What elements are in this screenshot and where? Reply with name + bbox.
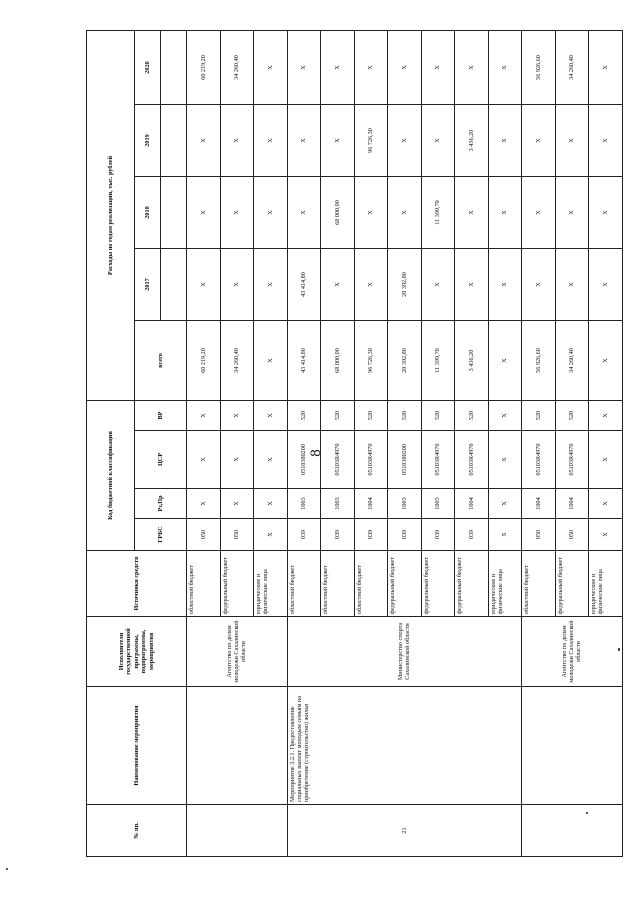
scan-dot-mark — [6, 868, 8, 870]
cell-csr: 05103R4970 — [522, 431, 556, 489]
source-cell: юридические и физические лица — [589, 551, 623, 617]
cell-y2018: 11 399,70 — [421, 177, 455, 249]
cell-y2020: Х — [455, 31, 489, 105]
cell-y2018: 68 000,00 — [321, 177, 355, 249]
executor-cell: Агентство по делам молодежи Сахалинской области — [187, 617, 288, 687]
header-vr: ВР — [135, 401, 187, 431]
cell-y2017: 20 392,80 — [388, 249, 422, 321]
cell-vr: 520 — [522, 401, 556, 431]
cell-total: 96 726,30 — [354, 321, 388, 401]
cell-rzpr: 1003 — [421, 489, 455, 519]
cell-vr: Х — [488, 401, 522, 431]
cell-rzpr: Х — [187, 489, 221, 519]
source-cell: областной бюджет — [187, 551, 221, 617]
cell-grbs: 039 — [421, 519, 455, 551]
rotated-table-wrapper — [86, 31, 609, 857]
cell-y2017: Х — [488, 249, 522, 321]
cell-rzpr: 1004 — [455, 489, 489, 519]
cell-csr: 0510380200 — [287, 431, 321, 489]
cell-rzpr: 1004 — [354, 489, 388, 519]
cell-y2017: Х — [589, 249, 623, 321]
cell-csr: 05103R4970 — [321, 431, 355, 489]
table-row — [287, 31, 321, 857]
cell-y2019: Х — [589, 105, 623, 177]
source-cell: федеральный бюджет — [455, 551, 489, 617]
cell-csr: 05103R4970 — [421, 431, 455, 489]
cell-y2017: Х — [254, 249, 288, 321]
cell-total: 60 219,20 — [187, 321, 221, 401]
cell-y2017: Х — [187, 249, 221, 321]
cell-rzpr: Х — [220, 489, 254, 519]
empty-event-cell — [522, 687, 623, 805]
cell-rzpr: 1003 — [321, 489, 355, 519]
source-cell: юридические и физические лица — [254, 551, 288, 617]
cell-y2020: 60 219,20 — [187, 31, 221, 105]
executor-cell: Агентство по делам молодежи Сахалинской области — [522, 617, 623, 687]
source-cell: юридические и физические лица — [488, 551, 522, 617]
cell-vr: 520 — [388, 401, 422, 431]
cell-grbs: 039 — [455, 519, 489, 551]
cell-csr: Х — [589, 431, 623, 489]
cell-vr: 520 — [321, 401, 355, 431]
cell-y2018: Х — [488, 177, 522, 249]
cell-vr: 520 — [555, 401, 589, 431]
cell-vr: 520 — [455, 401, 489, 431]
page-number: 8 — [308, 449, 324, 457]
header-expenses: Расходы по годам реализации, тыс. рублей — [87, 31, 135, 401]
source-cell: федеральный бюджет — [421, 551, 455, 617]
source-cell: областной бюджет — [287, 551, 321, 617]
cell-y2017: Х — [220, 249, 254, 321]
cell-y2019: Х — [388, 105, 422, 177]
cell-total: 68 000,00 — [321, 321, 355, 401]
header-year-cell — [161, 177, 187, 249]
cell-y2018: Х — [187, 177, 221, 249]
cell-y2017: Х — [555, 249, 589, 321]
cell-y2017: Х — [421, 249, 455, 321]
event-name-cell: Мероприятие 3.2.1. Предоставление социальных выплат молодым семьям на приобретение (строительство) жилья — [287, 687, 522, 805]
cell-rzpr: Х — [488, 489, 522, 519]
cell-y2020: Х — [287, 31, 321, 105]
empty-num-cell — [187, 805, 288, 857]
source-cell: областной бюджет — [522, 551, 556, 617]
cell-y2019: Х — [220, 105, 254, 177]
cell-rzpr: 1004 — [522, 489, 556, 519]
cell-total: Х — [589, 321, 623, 401]
cell-total: 43 414,80 — [287, 321, 321, 401]
source-cell: областной бюджет — [354, 551, 388, 617]
cell-y2020: Х — [254, 31, 288, 105]
cell-y2018: Х — [254, 177, 288, 249]
cell-grbs: Х — [254, 519, 288, 551]
cell-y2020: Х — [388, 31, 422, 105]
header-source: Источники средств — [87, 551, 187, 617]
cell-y2019: 3 436,20 — [455, 105, 489, 177]
cell-y2018: Х — [522, 177, 556, 249]
cell-y2020: Х — [421, 31, 455, 105]
cell-csr: 05103R4970 — [455, 431, 489, 489]
cell-vr: 520 — [421, 401, 455, 431]
cell-y2019: Х — [555, 105, 589, 177]
header-event: Наименование мероприятия — [87, 687, 187, 805]
cell-csr: 05103R4970 — [354, 431, 388, 489]
cell-rzpr: 1003 — [388, 489, 422, 519]
cell-total: Х — [254, 321, 288, 401]
cell-total: 34 260,40 — [555, 321, 589, 401]
cell-y2018: Х — [555, 177, 589, 249]
header-row-top — [87, 31, 135, 857]
cell-y2020: Х — [589, 31, 623, 105]
header-year-2018: 2018 — [135, 177, 161, 249]
cell-y2019: Х — [421, 105, 455, 177]
header-rzpr: Рз,Пр — [135, 489, 187, 519]
cell-y2018: Х — [589, 177, 623, 249]
cell-y2019: Х — [287, 105, 321, 177]
cell-grbs: 039 — [321, 519, 355, 551]
cell-rzpr: 1003 — [287, 489, 321, 519]
cell-y2019: 96 726,30 — [354, 105, 388, 177]
cell-y2020: Х — [354, 31, 388, 105]
header-year-2019: 2019 — [135, 105, 161, 177]
cell-grbs: 050 — [555, 519, 589, 551]
table-row — [522, 31, 556, 857]
header-year-cell — [161, 105, 187, 177]
cell-grbs: 039 — [287, 519, 321, 551]
cell-y2019: Х — [321, 105, 355, 177]
cell-vr: 520 — [354, 401, 388, 431]
header-csr: ЦСР — [135, 431, 187, 489]
cell-y2019: Х — [254, 105, 288, 177]
header-year-cell — [161, 249, 187, 321]
cell-vr: Х — [589, 401, 623, 431]
cell-y2019: Х — [187, 105, 221, 177]
cell-y2017: Х — [354, 249, 388, 321]
cell-y2020: Х — [321, 31, 355, 105]
source-cell: федеральный бюджет — [555, 551, 589, 617]
cell-csr: Х — [220, 431, 254, 489]
cell-y2017: Х — [522, 249, 556, 321]
cell-rzpr: Х — [589, 489, 623, 519]
source-cell: федеральный бюджет — [388, 551, 422, 617]
cell-y2018: Х — [455, 177, 489, 249]
header-executor: Исполнители государственной программы, подпрограммы, мероприятия — [87, 617, 187, 687]
cell-y2017: 43 414,80 — [287, 249, 321, 321]
empty-num-cell — [522, 805, 623, 857]
cell-total: Х — [488, 321, 522, 401]
cell-grbs: Х — [488, 519, 522, 551]
cell-y2018: Х — [220, 177, 254, 249]
header-year-2020: 2020 — [135, 31, 161, 105]
cell-y2018: Х — [287, 177, 321, 249]
header-year-2017: 2017 — [135, 249, 161, 321]
cell-csr: Х — [488, 431, 522, 489]
cell-y2020: 34 260,40 — [555, 31, 589, 105]
header-total: всего — [135, 321, 187, 401]
cell-csr: Х — [254, 431, 288, 489]
source-cell: областной бюджет — [321, 551, 355, 617]
header-grbs: ГРБС — [135, 519, 187, 551]
cell-y2020: 34 260,40 — [220, 31, 254, 105]
header-budget-code: Код бюджетной классификации — [87, 401, 135, 551]
cell-y2019: Х — [522, 105, 556, 177]
cell-total: 3 436,20 — [455, 321, 489, 401]
header-year-cell — [161, 31, 187, 105]
cell-grbs: 050 — [187, 519, 221, 551]
cell-grbs: 050 — [522, 519, 556, 551]
cell-total: 34 260,40 — [220, 321, 254, 401]
table-row — [187, 31, 221, 857]
executor-cell: Министерство спорта Сахалинской области — [287, 617, 522, 687]
cell-total: 11 399,70 — [421, 321, 455, 401]
cell-grbs: Х — [589, 519, 623, 551]
budget-table — [86, 30, 623, 857]
event-number-cell: 21 — [287, 805, 522, 857]
cell-y2017: Х — [455, 249, 489, 321]
cell-csr: Х — [187, 431, 221, 489]
cell-y2020: Х — [488, 31, 522, 105]
cell-grbs: 050 — [220, 519, 254, 551]
cell-total: 56 926,60 — [522, 321, 556, 401]
cell-vr: Х — [254, 401, 288, 431]
cell-vr: Х — [220, 401, 254, 431]
cell-csr: 0510380200 — [388, 431, 422, 489]
source-cell: федеральный бюджет — [220, 551, 254, 617]
cell-grbs: 039 — [388, 519, 422, 551]
cell-vr: Х — [187, 401, 221, 431]
empty-event-cell — [187, 687, 288, 805]
cell-y2019: Х — [488, 105, 522, 177]
header-num: № пп. — [87, 805, 187, 857]
cell-vr: 520 — [287, 401, 321, 431]
cell-y2018: Х — [354, 177, 388, 249]
cell-grbs: 039 — [354, 519, 388, 551]
cell-y2018: Х — [388, 177, 422, 249]
cell-csr: 05103R4970 — [555, 431, 589, 489]
cell-rzpr: Х — [254, 489, 288, 519]
cell-y2017: Х — [321, 249, 355, 321]
cell-y2020: 56 926,60 — [522, 31, 556, 105]
cell-total: 20 392,80 — [388, 321, 422, 401]
cell-rzpr: 1004 — [555, 489, 589, 519]
